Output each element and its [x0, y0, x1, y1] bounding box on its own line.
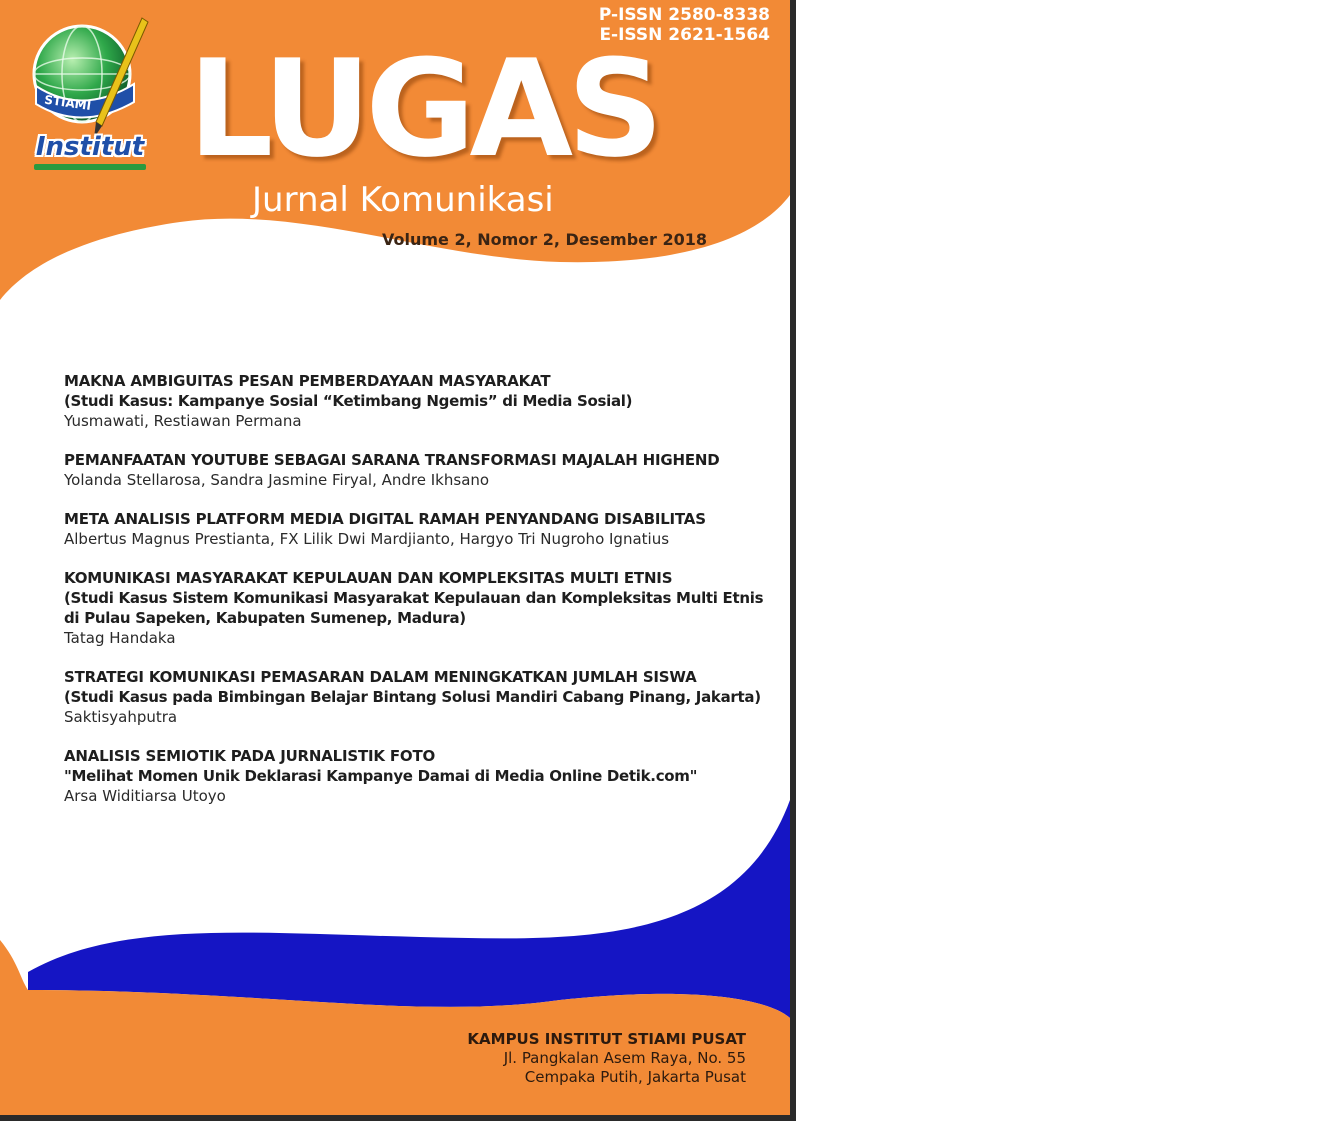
institut-stiami-logo [22, 14, 162, 179]
svg-text:STIAMI: STIAMI [43, 92, 92, 113]
campus-address-line: Cempaka Putih, Jakarta Pusat [524, 1068, 746, 1086]
volume-issue: Volume 2, Nomor 2, Desember 2018 [382, 230, 708, 249]
article-subtitle: (Studi Kasus pada Bimbingan Belajar Bintang Solusi Mandiri Cabang Pinang, Jakarta) [64, 688, 761, 706]
article-title: STRATEGI KOMUNIKASI PEMASARAN DALAM MENINGKATKAN JUMLAH SISWA [64, 668, 697, 686]
article-authors: Yusmawati, Restiawan Permana [64, 412, 302, 430]
article-subtitle: "Melihat Momen Unik Deklarasi Kampanye Damai di Media Online Detik.com" [64, 767, 698, 785]
p-issn: P-ISSN 2580-8338 [598, 5, 770, 25]
article-item [64, 509, 764, 549]
article-title: PEMANFAATAN YOUTUBE SEBAGAI SARANA TRANSFORMASI MAJALAH HIGHEND [64, 451, 720, 469]
article-authors: Tatag Handaka [64, 629, 176, 647]
blue-swoosh [28, 800, 790, 1018]
article-list [64, 371, 764, 825]
article-title: META ANALISIS PLATFORM MEDIA DIGITAL RAMAH PENYANDANG DISABILITAS [64, 510, 706, 528]
article-title: ANALISIS SEMIOTIK PADA JURNALISTIK FOTO [64, 747, 436, 765]
article-item [64, 568, 764, 648]
logo-tagline-bar [34, 164, 146, 170]
campus-name: KAMPUS INSTITUT STIAMI PUSAT [467, 1030, 746, 1048]
campus-address-line: Jl. Pangkalan Asem Raya, No. 55 [503, 1049, 746, 1067]
cover-shadow-right [790, 0, 796, 1121]
article-authors: Saktisyahputra [64, 708, 178, 726]
article-subtitle: (Studi Kasus: Kampanye Sosial “Ketimbang Ngemis” di Media Sosial) [64, 392, 633, 410]
article-authors: Arsa Widitiarsa Utoyo [64, 787, 226, 805]
article-authors: Yolanda Stellarosa, Sandra Jasmine Firyal, Andre Ikhsano [64, 471, 490, 489]
article-subtitle: di Pulau Sapeken, Kabupaten Sumenep, Madura) [64, 609, 466, 627]
article-item [64, 371, 764, 431]
cover-shadow-bottom [0, 1115, 796, 1121]
globe-pen-icon [22, 14, 162, 144]
campus-address [400, 1030, 746, 1087]
journal-title: LUGAS [188, 31, 658, 187]
e-issn: E-ISSN 2621-1564 [599, 25, 770, 45]
article-title: MAKNA AMBIGUITAS PESAN PEMBERDAYAAN MASYARAKAT [64, 372, 551, 390]
article-item [64, 746, 764, 806]
article-subtitle: (Studi Kasus Sistem Komunikasi Masyarakat Kepulauan dan Kompleksitas Multi Etnis [64, 589, 764, 607]
logo-wordmark: Institut [35, 132, 145, 162]
journal-subtitle: Jurnal Komunikasi [252, 180, 554, 220]
article-item [64, 667, 764, 727]
article-authors: Albertus Magnus Prestianta, FX Lilik Dwi Mardjianto, Hargyo Tri Nugroho Ignatius [64, 530, 670, 548]
article-title: KOMUNIKASI MASYARAKAT KEPULAUAN DAN KOMPLEKSITAS MULTI ETNIS [64, 569, 673, 587]
article-item [64, 450, 764, 490]
